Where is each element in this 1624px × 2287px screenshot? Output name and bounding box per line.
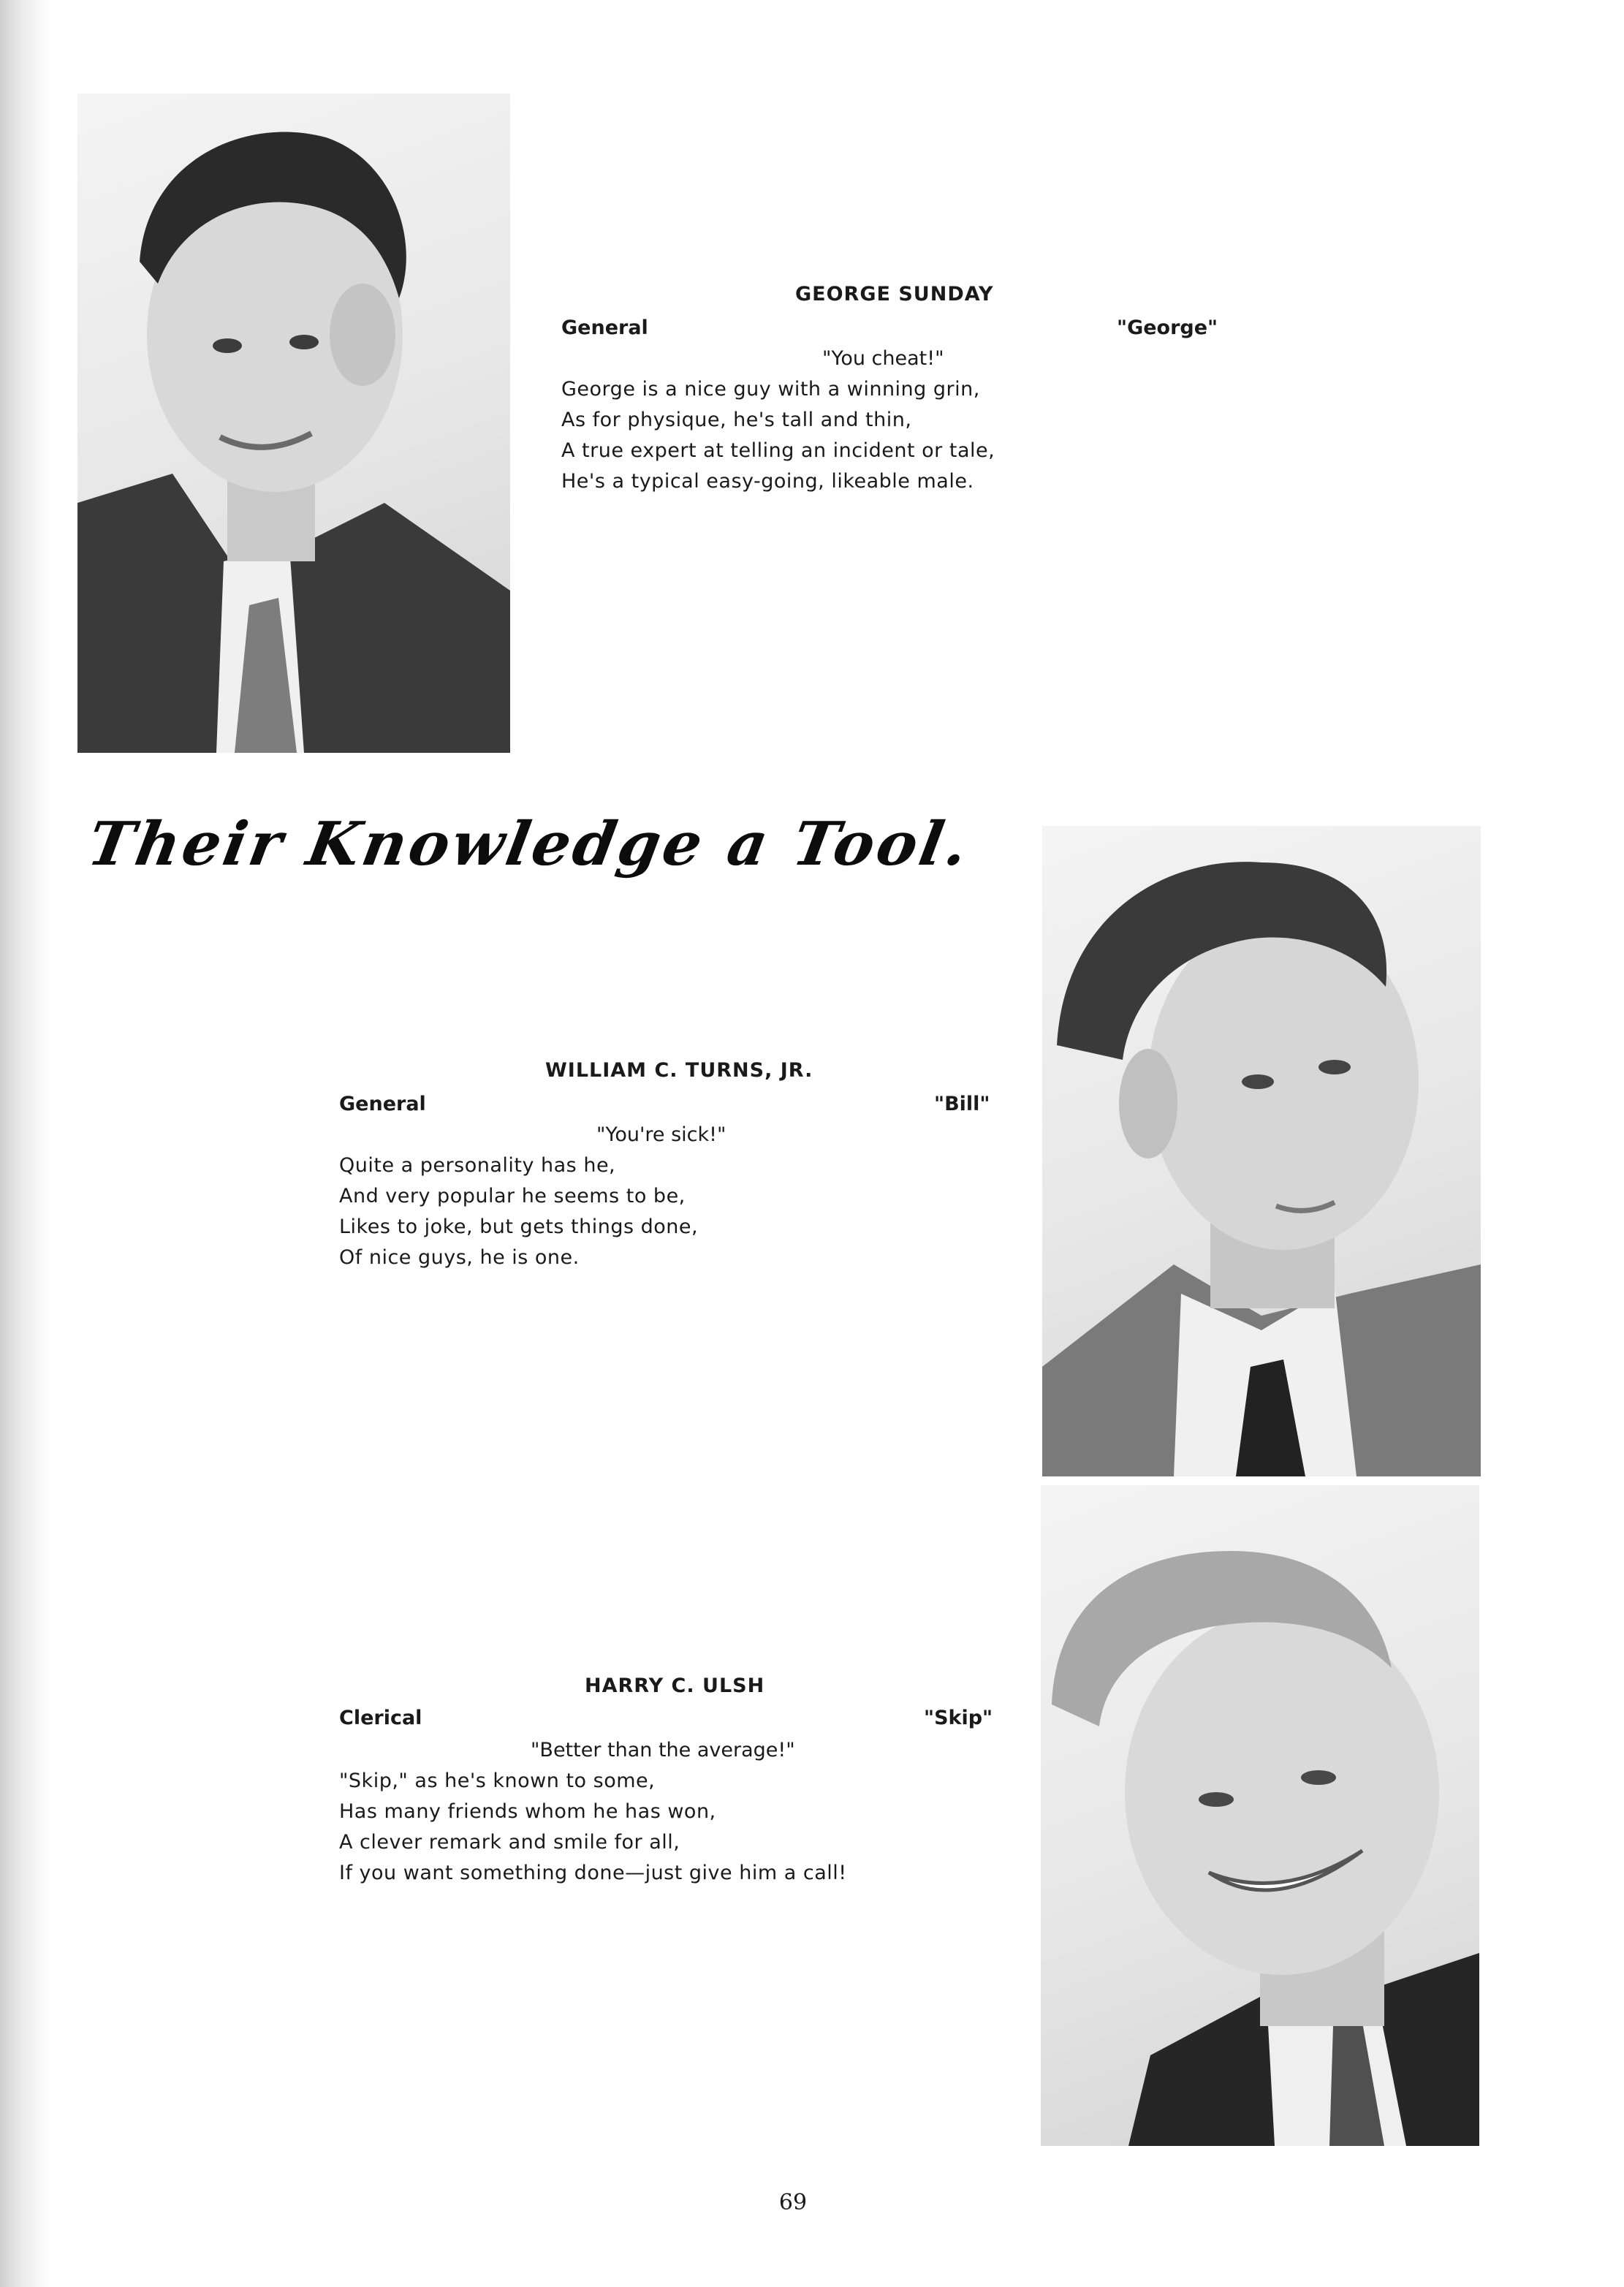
verse-line: "Skip," as he's known to some,: [339, 1770, 656, 1792]
verse-line: He's a typical easy-going, likeable male.: [561, 470, 974, 493]
verse-line: George is a nice guy with a winning grin,: [561, 378, 980, 401]
student-name: GEORGE SUNDAY: [795, 283, 994, 306]
student-nickname: "George": [1117, 316, 1218, 339]
portrait-harry-ulsh: [1041, 1485, 1479, 2146]
verse-line: If you want something done—just give him a call!: [339, 1862, 847, 1884]
verse-line: Likes to joke, but gets things done,: [339, 1215, 699, 1238]
entry-harry-ulsh: [339, 1671, 1012, 1897]
verse-line: Of nice guys, he is one.: [339, 1246, 580, 1269]
student-quote: "You're sick!": [596, 1123, 726, 1146]
verse-line: As for physique, he's tall and thin,: [561, 409, 912, 431]
entry-george-sunday: [561, 279, 1234, 506]
verse-line: Quite a personality has he,: [339, 1154, 616, 1177]
student-name: WILLIAM C. TURNS, JR.: [545, 1059, 813, 1082]
student-quote: "You cheat!": [822, 347, 944, 370]
verse-line: And very popular he seems to be,: [339, 1185, 686, 1207]
student-course: General: [339, 1093, 426, 1115]
student-quote: "Better than the average!": [531, 1739, 795, 1761]
student-name: HARRY C. ULSH: [585, 1675, 765, 1697]
page-binding-shadow: [0, 0, 51, 2287]
student-nickname: "Skip": [924, 1707, 993, 1729]
verse-line: A clever remark and smile for all,: [339, 1831, 680, 1854]
verse-line: Has many friends whom he has won,: [339, 1800, 716, 1823]
portrait-william-turns: [1042, 826, 1481, 1476]
page-number: 69: [778, 2190, 808, 2215]
student-course: Clerical: [339, 1707, 422, 1729]
verse-line: A true expert at telling an incident or tale,: [561, 439, 995, 462]
entry-william-turns: [339, 1055, 1012, 1282]
portrait-george-sunday: [77, 94, 510, 753]
page-headline: Their Knowledge a Tool.: [83, 809, 976, 879]
student-nickname: "Bill": [934, 1093, 990, 1115]
student-course: General: [561, 316, 648, 339]
